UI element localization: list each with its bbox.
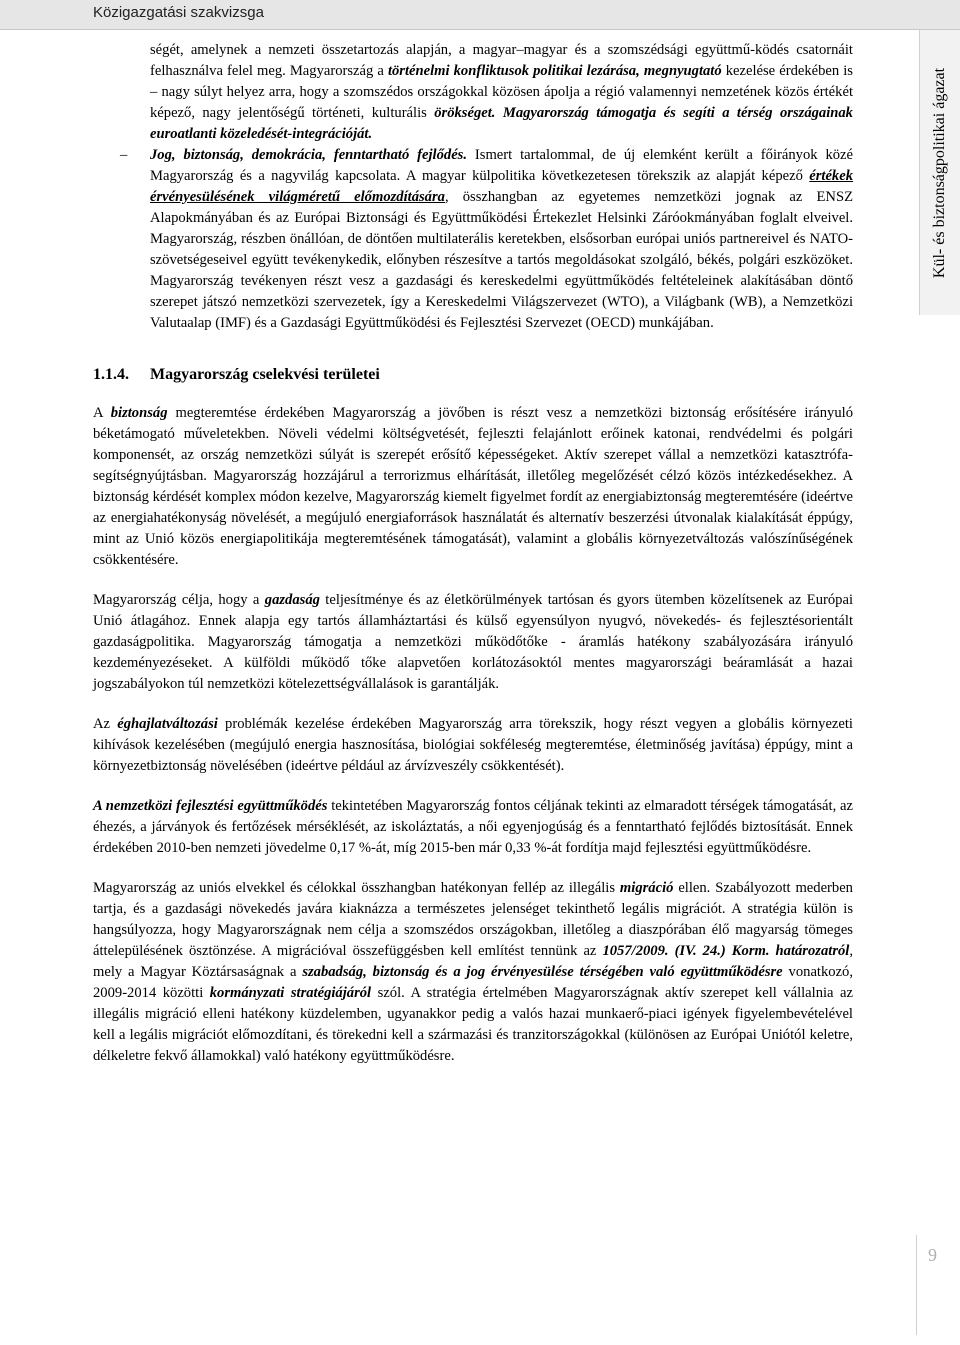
paragraph-climate — [93, 714, 853, 777]
intro-paragraph — [150, 40, 853, 145]
header-title: Közigazgatási szakvizsga — [93, 4, 264, 21]
economy-text-1: Magyarország célja, hogy a — [93, 592, 265, 608]
intro-period: . — [368, 126, 373, 142]
security-keyword: biztonság — [110, 405, 168, 421]
paragraph-economy — [93, 590, 853, 695]
bullet-dash: – — [120, 147, 128, 163]
migration-keyword: migráció — [619, 880, 674, 896]
section-number: 1.1.4. — [93, 366, 129, 383]
development-keyword: A nemzetközi fejlesztési együttműködés — [93, 798, 328, 814]
economy-keyword: gazdaság — [264, 592, 320, 608]
migration-text-3: , mely a Magyar Köztársaságnak a — [93, 943, 854, 980]
intro-emphasis-3: Magyarország támogatja és segíti a térség országainak euroatlanti közeledését-integrációját — [150, 105, 853, 142]
page-number: 9 — [928, 1245, 937, 1265]
intro-emphasis-2: örökséget. — [434, 105, 496, 121]
development-text: tekintetében Magyarország fontos céljának tekinti az elmaradott térségek támogatását, az éhezés, a járványok és fertőzések mérséklését, az iskoláztatás, a női egyenjogúság és a fenntartható fejlődés biztosítását. Ennek érdekében 2010-ben nemzeti jövedelme 0,17 %-át, míg 2015-ben már 0,33 %-át fordítja majd fejlesztési együttműködésre. — [93, 798, 854, 856]
migration-area: szabadság, biztonság és a jog érvényesülése térségében való együttműködésre — [302, 964, 783, 980]
side-tab-label: Kül- és biztonságpolitikai ágazat — [931, 67, 948, 278]
climate-text-1: Az — [93, 716, 118, 732]
security-text-2: megteremtése érdekében Magyarország a jövőben is részt vesz a nemzetközi biztonság erősítésére irányuló béketámogató műveletekben. Növeli védelmi költségvetését, fejleszti felajánlott erőinek katonai, rendvédelmi és polgári komponensét, az ország nemzetközi súlyát is szerepét erősítő képességeket. Aktív szerepet vállal a nemzetközi katasztrófa-segítségnyújtásban. Magyarország hozzájárul a terrorizmus elhárítását, illetőleg megelőzését célzó közös intézkedésekhez. A biztonság kérdését komplex módon kezelve, Magyarország kiemelt figyelmet fordít az energiabiztonság megteremtésére (ideértve az energiahatékonyság növelését, a megújuló energiaforrások használatát és alternatív beszerzési útvonalak kialakítását éppúgy, mint az Unió közös energiapolitikája megteremtésének támogatását), valamint a globális környezetváltozás valószínűségének csökkentésére. — [93, 405, 853, 568]
page-number-divider — [916, 1235, 917, 1335]
bullet-emphasis: értékek érvényesülésének világméretű előmozdítására — [150, 168, 853, 205]
migration-decree: 1057/2009. (IV. 24.) Korm. határozatról — [602, 943, 850, 959]
migration-text-5: szól. A stratégia értelmében Magyarországnak aktív szerepet kell vállalnia az illegális migráció elleni hatékony küzdelemben, ugyanakkor pedig a valós hazai munkaerő-piaci igények figyelembevételével kell a legális migrációt előmozdítani, és törekedni kell a származási és tranzitországokkal (különösen az Európai Uniótól keletre, délkeletre fekvő államokkal) való hatékony együttműködésre. — [93, 985, 853, 1064]
migration-strategy: kormányzati stratégiájáról — [209, 985, 372, 1001]
document-body — [93, 40, 853, 1086]
migration-text-1: Magyarország az uniós elvekkel és célokkal összhangban hatékonyan fellép az illegális — [93, 880, 620, 896]
migration-text-2: ellen. Szabályozott mederben tartja, és a gazdasági növekedés javára kiaknázza a természetes jelenséget tekinthető legális migrációt. A stratégia külön is hangsúlyozza, hogy Magyarországnak nem célja a szomszédos országokban, illetőleg a diaszpórában élő magyarság tömeges áttelepülésének ösztönzése. A migrációval összefüggésben kell említést tennünk az — [93, 880, 853, 959]
section-heading — [93, 364, 853, 386]
bullet-title: Jog, biztonság, demokrácia, fenntartható fejlődés. — [150, 147, 468, 163]
intro-emphasis-1: történelmi konfliktusok politikai lezárása, megnyugtató — [387, 63, 722, 79]
paragraph-migration — [93, 878, 853, 1067]
intro-space — [495, 105, 502, 121]
security-text-1: A — [93, 405, 111, 421]
paragraph-development — [93, 796, 853, 859]
section-title: Magyarország cselekvési területei — [150, 366, 380, 383]
bullet-law-security — [120, 145, 853, 334]
climate-keyword: éghajlatváltozási — [117, 716, 218, 732]
economy-text-2: teljesítménye és az életkörülmények tartósan és gyors ütemben közelítsenek az Európai Unió átlagához. Ennek alapja egy tartós államháztartási és külső egyensúlyon nyugvó, növekedés- és fejlesztésorientált gazdaságpolitika. Magyarország támogatja a nemzetközi működőtőke - áramlás hatékony szabályozására irányuló kezdeményezéseket. A külföldi működő tőke alapvetően korlátozásoktól mentes magyarországi beáramlását a hazai jogszabályokon túl nemzetközi kötelezettségvállalások is garantálják. — [93, 592, 854, 692]
page-header — [0, 0, 960, 30]
side-tab — [919, 30, 960, 315]
paragraph-security — [93, 403, 853, 571]
climate-text-2: problémák kezelése érdekében Magyarország arra törekszik, hogy részt vegyen a globális környezeti kihívások kezelésében (megújuló energia hasznosítása, biológiai sokféleség megteremtése, életminőség javítása) éppúgy, mint a környezetbiztonság növelésében (ideértve például az árvízveszély csökkentését). — [93, 716, 853, 774]
intro-text-1: ségét, amelynek a nemzeti összetartozás alapján, a magyar–magyar és a szomszédsági együttmű-ködés csatornáit felhasználva felel meg. Magyarország a — [150, 42, 853, 79]
migration-text-4: vonatkozó, 2009-2014 közötti — [93, 964, 853, 1001]
intro-text-2: kezelése érdekében is – nagy súlyt helyez arra, hogy a szomszédos országokkal közösen ápolja a régió valamennyi nemzetének közös értékét képező, nagy jelentőségű történeti, kulturális — [150, 63, 853, 121]
bullet-text-2: , összhangban az egyetemes nemzetközi jognak az ENSZ Alapokmányában és az Európai Biztonsági és Együttműködési Értekezlet Helsinki Záróokmányában foglalt elveivel. Magyarország, részben önállóan, de döntően multilaterális keretekben, elsősorban európai uniós partnereivel és NATO-szövetségeseivel együtt tevékenykedik, előnyben részesítve a tartós megoldásokat szolgáló, békés, polgári eszközöket. Magyarország tevékenyen részt vesz a gazdasági és kereskedelmi együttműködés feltételeinek alakításában döntő szerepet játszó nemzetközi szervezetek, így a Kereskedelmi Világszervezet (WTO), a Világbank (WB), a Nemzetközi Valutaalap (IMF) és a Gazdasági Együttműködési és Fejlesztési Szervezet (OECD) munkájában. — [150, 189, 853, 331]
bullet-text-1: Ismert tartalommal, de új elemként került a főirányok közé Magyarország és a nagyvilág kapcsolata. A magyar külpolitika következetesen törekszik az alapját képező — [150, 147, 853, 184]
